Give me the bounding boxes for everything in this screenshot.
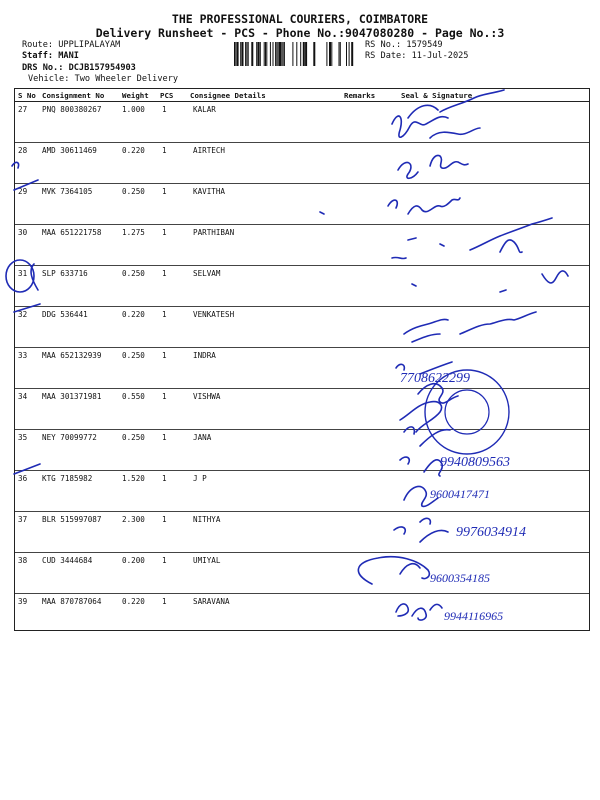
- table-row: [15, 225, 589, 266]
- cell-sno: 38: [18, 556, 28, 565]
- cell-weight: 2.300: [122, 515, 145, 524]
- cell-consignment: SLP 633716: [42, 269, 88, 278]
- rs-date: RS Date: 11-Jul-2025: [365, 51, 469, 61]
- cell-pcs: 1: [162, 474, 167, 483]
- vehicle-label: Vehicle: Two Wheeler Delivery: [28, 74, 179, 84]
- cell-consignment: MAA 652132939: [42, 351, 102, 360]
- cell-consignee: SELVAM: [193, 269, 221, 278]
- cell-pcs: 1: [162, 269, 167, 278]
- table-row: [15, 102, 589, 143]
- cell-consignment: BLR 515997087: [42, 515, 102, 524]
- drs-key: DRS No.:: [22, 63, 69, 73]
- cell-sno: 30: [18, 228, 28, 237]
- handwritten-phone-1: 7708622299: [400, 371, 470, 386]
- cell-pcs: 1: [162, 433, 167, 442]
- cell-consignment: MAA 870787064: [42, 597, 102, 606]
- cell-consignment: MAA 651221758: [42, 228, 102, 237]
- runsheet-table: [14, 88, 590, 631]
- table-header: [15, 89, 589, 102]
- handwritten-phone-3: 9600417471: [430, 487, 490, 501]
- cell-sno: 37: [18, 515, 28, 524]
- cell-weight: 0.220: [122, 597, 145, 606]
- cell-weight: 1.520: [122, 474, 145, 483]
- cell-consignee: INDRA: [193, 351, 216, 360]
- cell-pcs: 1: [162, 392, 167, 401]
- staff-label: [22, 51, 79, 61]
- cell-weight: 0.220: [122, 146, 145, 155]
- cell-consignee: KALAR: [193, 105, 216, 114]
- barcode-image: [234, 42, 356, 66]
- handwritten-phone-6: 9944116965: [444, 609, 504, 623]
- cell-consignment: PNQ 800380267: [42, 105, 102, 114]
- col-seal: Seal & Signature: [401, 91, 473, 100]
- cell-weight: 0.200: [122, 556, 145, 565]
- cell-pcs: 1: [162, 187, 167, 196]
- col-remarks: Remarks: [344, 91, 376, 100]
- runsheet-title: Delivery Runsheet - PCS - Phone No.:9047080280 - Page No.:3: [95, 26, 505, 40]
- cell-pcs: 1: [162, 597, 167, 606]
- table-row: [15, 512, 589, 553]
- cell-pcs: 1: [162, 556, 167, 565]
- cell-weight: 0.250: [122, 433, 145, 442]
- cell-consignee: VENKATESH: [193, 310, 235, 319]
- col-pcs: PCS: [160, 91, 174, 100]
- table-row: [15, 471, 589, 512]
- company-name: THE PROFESSIONAL COURIERS, COIMBATORE: [171, 12, 429, 26]
- cell-sno: 36: [18, 474, 28, 483]
- table-row: [15, 594, 589, 634]
- cell-pcs: 1: [162, 228, 167, 237]
- cell-weight: 1.000: [122, 105, 145, 114]
- cell-pcs: 1: [162, 310, 167, 319]
- rs-number: RS No.: 1579549: [365, 40, 443, 50]
- cell-consignee: KAVITHA: [193, 187, 226, 196]
- handwritten-phone-4: 9976034914: [456, 525, 526, 540]
- cell-weight: 0.550: [122, 392, 145, 401]
- cell-pcs: 1: [162, 515, 167, 524]
- cell-sno: 29: [18, 187, 28, 196]
- cell-sno: 31: [18, 269, 28, 278]
- cell-consignee: JANA: [193, 433, 212, 442]
- table-row: [15, 430, 589, 471]
- table-row: [15, 184, 589, 225]
- handwritten-phone-5: 9600354185: [430, 571, 490, 585]
- table-row: [15, 143, 589, 184]
- cell-consignee: J P: [193, 474, 207, 483]
- cell-weight: 1.275: [122, 228, 145, 237]
- cell-sno: 39: [18, 597, 28, 606]
- cell-consignment: MVK 7364105: [42, 187, 93, 196]
- col-consignee: Consignee Details: [190, 91, 266, 100]
- cell-consignment: NEY 70099772: [42, 433, 97, 442]
- cell-pcs: 1: [162, 105, 167, 114]
- table-row: [15, 389, 589, 430]
- staff-value: MANI: [58, 51, 79, 61]
- cell-consignee: SARAVANA: [193, 597, 230, 606]
- cell-consignee: AIRTECH: [193, 146, 226, 155]
- cell-weight: 0.220: [122, 310, 145, 319]
- cell-sno: 34: [18, 392, 28, 401]
- cell-consignment: AMD 30611469: [42, 146, 97, 155]
- cell-sno: 35: [18, 433, 28, 442]
- col-weight: Weight: [122, 91, 149, 100]
- handwritten-phone-2: 9940809563: [440, 455, 510, 470]
- col-sno: S No: [18, 91, 36, 100]
- cell-consignment: CUD 3444684: [42, 556, 93, 565]
- col-consignment: Consignment No: [42, 91, 105, 100]
- cell-consignment: KTG 7185982: [42, 474, 93, 483]
- table-row: [15, 553, 589, 594]
- cell-sno: 27: [18, 105, 28, 114]
- staff-key: Staff:: [22, 51, 59, 61]
- cell-weight: 0.250: [122, 351, 145, 360]
- cell-weight: 0.250: [122, 187, 145, 196]
- route-label: Route: UPPLIPALAYAM: [22, 40, 121, 50]
- cell-consignee: PARTHIBAN: [193, 228, 235, 237]
- cell-weight: 0.250: [122, 269, 145, 278]
- cell-pcs: 1: [162, 146, 167, 155]
- table-row: [15, 307, 589, 348]
- drs-value: DCJB157954903: [68, 63, 136, 73]
- cell-consignee: NITHYA: [193, 515, 221, 524]
- cell-sno: 33: [18, 351, 28, 360]
- table-row: [15, 348, 589, 389]
- cell-consignment: MAA 301371981: [42, 392, 102, 401]
- cell-consignment: DDG 536441: [42, 310, 88, 319]
- cell-sno: 32: [18, 310, 28, 319]
- cell-consignee: VISHWA: [193, 392, 221, 401]
- drs-label: [22, 63, 136, 73]
- cell-consignee: UMIYAL: [193, 556, 221, 565]
- cell-sno: 28: [18, 146, 28, 155]
- table-row: [15, 266, 589, 307]
- cell-pcs: 1: [162, 351, 167, 360]
